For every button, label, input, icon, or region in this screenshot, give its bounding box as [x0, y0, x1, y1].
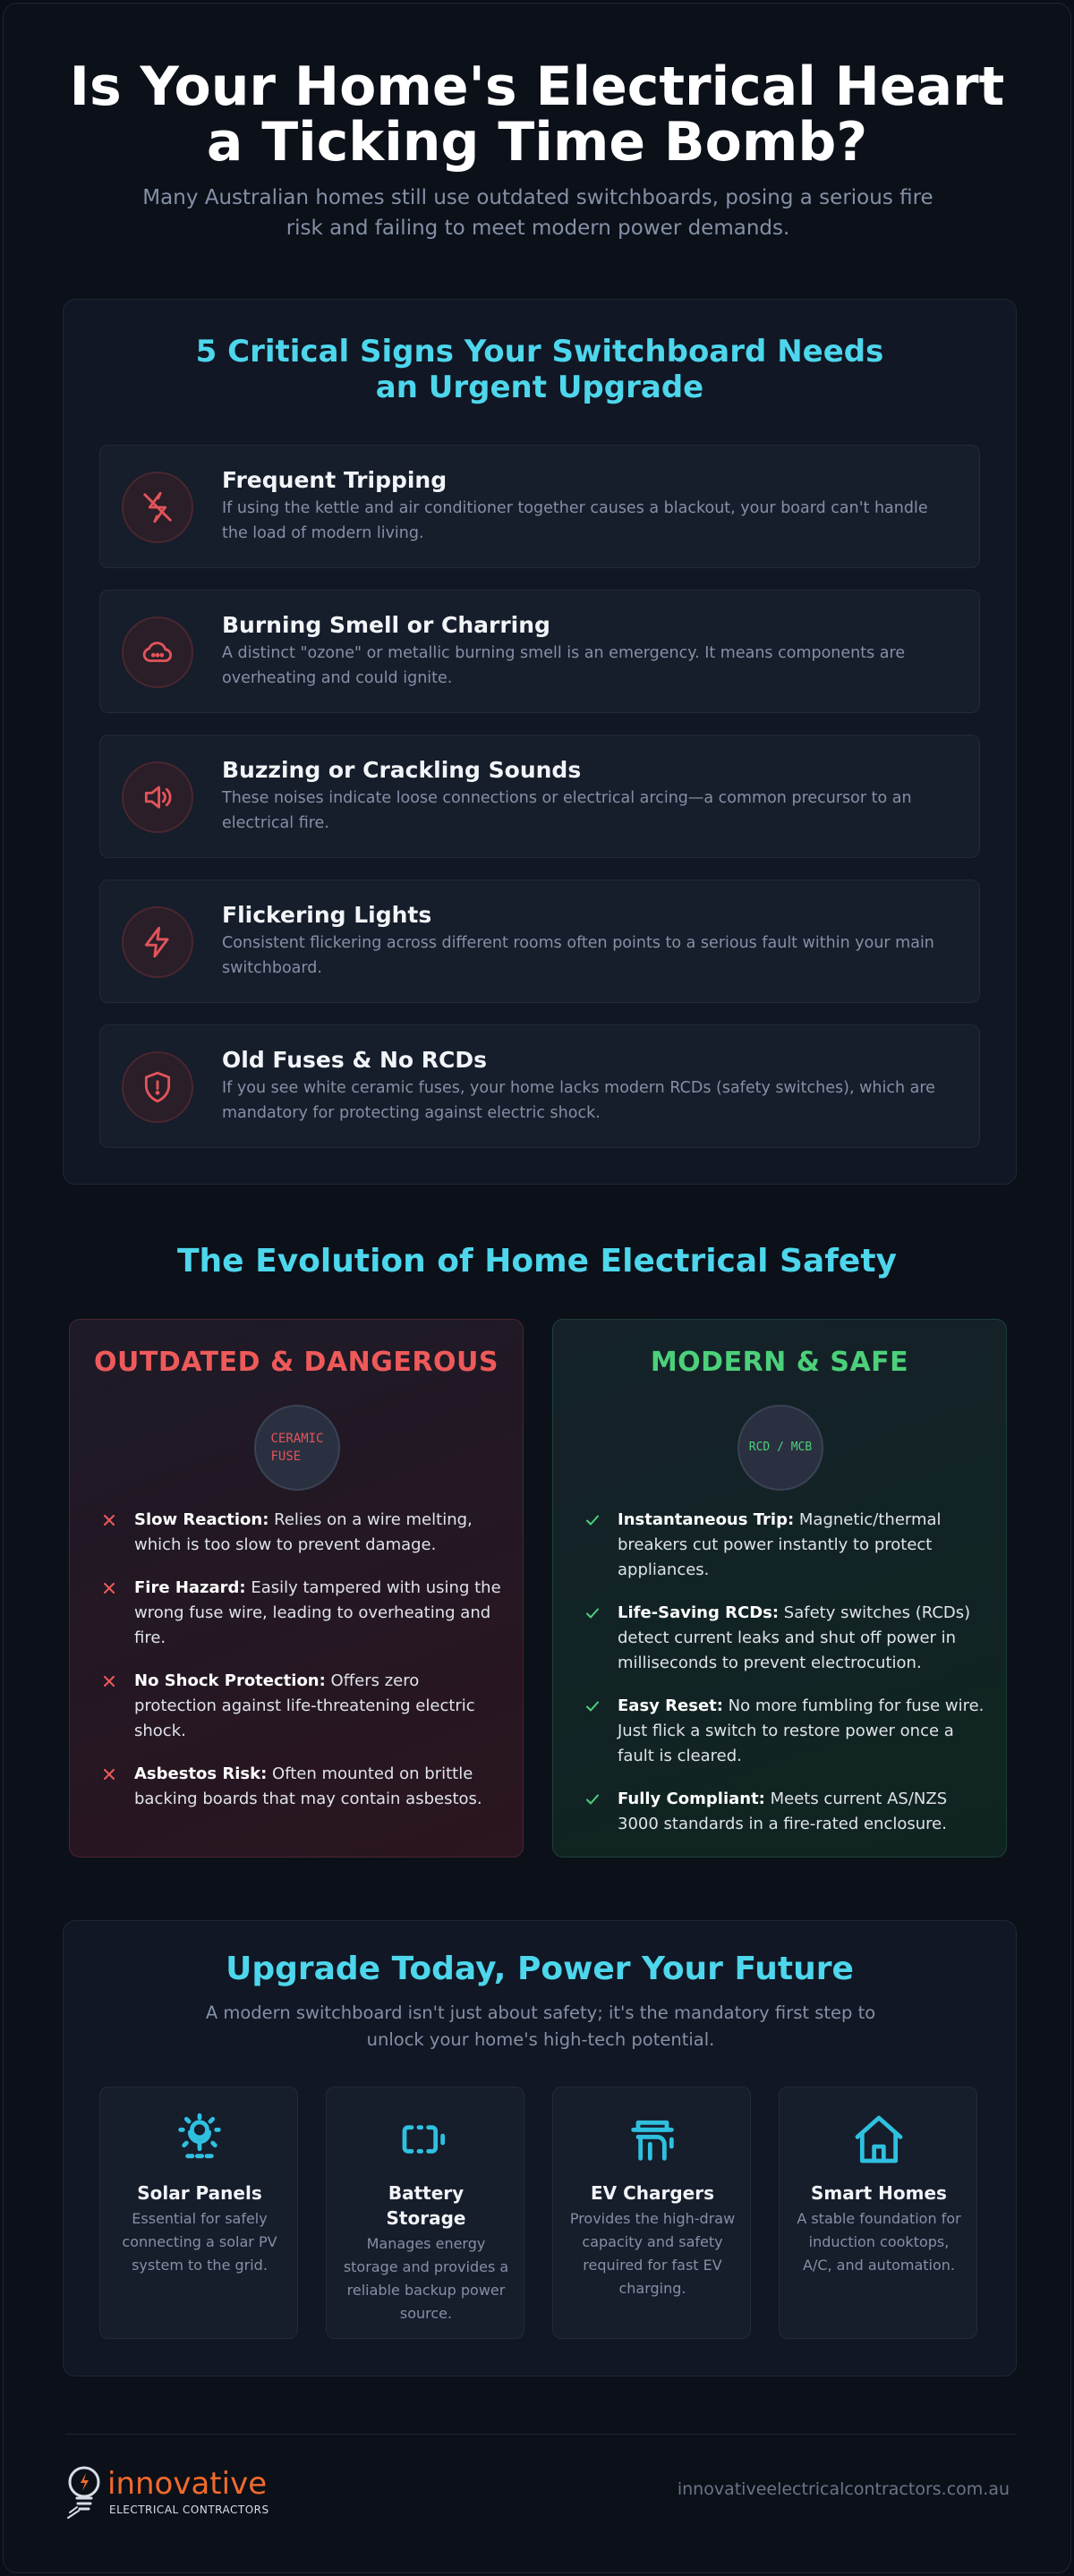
x-icon	[100, 1765, 118, 1783]
item-text: Often mounted on brittle backing boards that may contain asbestos.	[134, 1764, 482, 1808]
x-icon	[100, 1511, 118, 1529]
check-icon	[584, 1697, 601, 1715]
lightning-icon	[122, 906, 193, 978]
logo-wordmark: innovative	[107, 2466, 268, 2502]
speaker-sound-icon	[122, 761, 193, 833]
feature-card-battery	[326, 2087, 524, 2339]
item-text: Meets current AS/NZS 3000 standards in a fire-rated enclosure.	[618, 1790, 948, 1833]
sun-panel-icon	[171, 2111, 228, 2168]
item-text: Offers zero protection against life-threatening electric shock.	[134, 1671, 475, 1740]
list-item	[582, 1601, 984, 1676]
x-icon	[100, 1579, 118, 1597]
item-label: Asbestos Risk:	[134, 1764, 268, 1783]
feature-title: Battery Storage	[386, 2182, 466, 2229]
list-item	[98, 1762, 501, 1812]
rcd-mcb-badge	[737, 1405, 823, 1491]
footer-divider	[65, 2434, 1016, 2435]
lightbulb-icon	[64, 2462, 104, 2521]
modern-list	[582, 1508, 984, 1855]
feature-desc: A stable foundation for induction cooktops, A/C, and automation.	[797, 2210, 961, 2274]
item-text: Magnetic/thermal breakers cut power instantly to protect appliances.	[618, 1510, 942, 1579]
item-label: Slow Reaction:	[134, 1510, 269, 1529]
feature-card-smart-home	[779, 2087, 977, 2339]
outdated-card	[69, 1319, 524, 1858]
page-title-line1: Is Your Home's Electrical Heart	[69, 55, 1005, 118]
item-label: Fire Hazard:	[134, 1578, 246, 1597]
x-icon	[100, 1672, 118, 1690]
sign-card-frequent-tripping	[99, 445, 980, 568]
feature-card-solar	[99, 2087, 298, 2339]
check-icon	[584, 1790, 601, 1808]
badge-text: RCD / MCB	[748, 1441, 813, 1454]
sign-card-buzzing	[99, 735, 980, 858]
check-icon	[584, 1511, 601, 1529]
sign-card-burning-smell	[99, 590, 980, 713]
outdated-title: OUTDATED & DANGEROUS	[94, 1347, 499, 1378]
signs-title: 5 Critical Signs Your Switchboard Needs an Urgent Upgrade	[195, 334, 884, 405]
feature-card-ev	[552, 2087, 751, 2339]
item-label: Fully Compliant:	[618, 1790, 765, 1808]
sign-card-old-fuses	[99, 1024, 980, 1148]
sign-desc: These noises indicate loose connections or electrical arcing—a common precursor to an electrical fire.	[222, 789, 912, 832]
item-label: No Shock Protection:	[134, 1671, 326, 1690]
future-panel	[63, 1920, 1017, 2376]
feature-title: Smart Homes	[811, 2182, 947, 2204]
list-item	[582, 1787, 984, 1837]
page-title	[4, 55, 1070, 174]
ev-charger-icon	[624, 2111, 681, 2168]
website-link[interactable]: innovativeelectricalcontractors.com.au	[677, 2479, 1010, 2499]
cloud-smoke-icon	[122, 616, 193, 688]
feature-desc: Provides the high-draw capacity and safety required for fast EV charging.	[569, 2210, 736, 2297]
list-item	[582, 1694, 984, 1769]
item-text: Relies on a wire melting, which is too slow to prevent damage.	[134, 1510, 473, 1554]
feature-title: EV Chargers	[590, 2182, 715, 2204]
item-label: Life-Saving RCDs:	[618, 1603, 780, 1622]
ceramic-fuse-badge	[254, 1405, 340, 1491]
smart-home-icon	[850, 2111, 908, 2168]
sign-desc: If using the kettle and air conditioner together causes a blackout, your board can't handle the load of modern living.	[222, 499, 928, 542]
list-item	[98, 1669, 501, 1744]
sign-title: Frequent Tripping	[222, 467, 448, 493]
signs-panel	[63, 299, 1017, 1185]
list-item	[582, 1508, 984, 1583]
item-label: Easy Reset:	[618, 1696, 723, 1715]
shield-alert-icon	[122, 1051, 193, 1123]
check-icon	[584, 1604, 601, 1622]
badge-line1: CERAMIC	[270, 1432, 324, 1446]
feature-desc: Manages energy storage and provides a reliable backup power source.	[343, 2235, 509, 2322]
feature-title: Solar Panels	[137, 2182, 262, 2204]
future-title: Upgrade Today, Power Your Future	[226, 1951, 854, 1987]
page-title-line2: a Ticking Time Bomb?	[206, 111, 868, 174]
list-item	[98, 1508, 501, 1558]
sign-desc: A distinct "ozone" or metallic burning smell is an emergency. It means components are overheating and could ignite.	[222, 644, 906, 687]
sign-title: Buzzing or Crackling Sounds	[222, 757, 582, 783]
company-logo	[64, 2462, 297, 2521]
item-label: Instantaneous Trip:	[618, 1510, 795, 1529]
future-subtitle: A modern switchboard isn't just about safety; it's the mandatory first step to unlock your home's high-tech potential.	[205, 2002, 876, 2050]
sign-card-flickering-lights	[99, 880, 980, 1003]
list-item	[98, 1576, 501, 1651]
sign-title: Old Fuses & No RCDs	[222, 1047, 488, 1073]
outdated-list	[98, 1508, 501, 1830]
logo-subtitle: ELECTRICAL CONTRACTORS	[109, 2504, 269, 2516]
item-text: Safety switches (RCDs) detect current leaks and shut off power in milliseconds to prevent electrocution.	[618, 1603, 971, 1672]
modern-card	[552, 1319, 1007, 1858]
zap-off-icon	[122, 472, 193, 543]
page-subtitle: Many Australian homes still use outdated switchboards, posing a serious fire risk and failing to meet modern power demands.	[142, 186, 933, 240]
sign-desc: If you see white ceramic fuses, your home lacks modern RCDs (safety switches), which are mandatory for protecting against electric shock.	[222, 1079, 935, 1122]
badge-line2: FUSE	[270, 1450, 302, 1464]
modern-title: MODERN & SAFE	[650, 1347, 909, 1378]
item-text: No more fumbling for fuse wire. Just flick a switch to restore power once a fault is cleared.	[618, 1696, 984, 1765]
infographic-page	[3, 3, 1071, 2573]
sign-title: Flickering Lights	[222, 902, 432, 928]
battery-icon	[397, 2111, 455, 2168]
sign-desc: Consistent flickering across different rooms often points to a serious fault within your main switchboard.	[222, 934, 934, 977]
item-text: Easily tampered with using the wrong fuse wire, leading to overheating and fire.	[134, 1578, 501, 1647]
feature-desc: Essential for safely connecting a solar PV system to the grid.	[122, 2210, 277, 2274]
sign-title: Burning Smell or Charring	[222, 612, 550, 638]
evolution-title: The Evolution of Home Electrical Safety	[176, 1243, 898, 1279]
